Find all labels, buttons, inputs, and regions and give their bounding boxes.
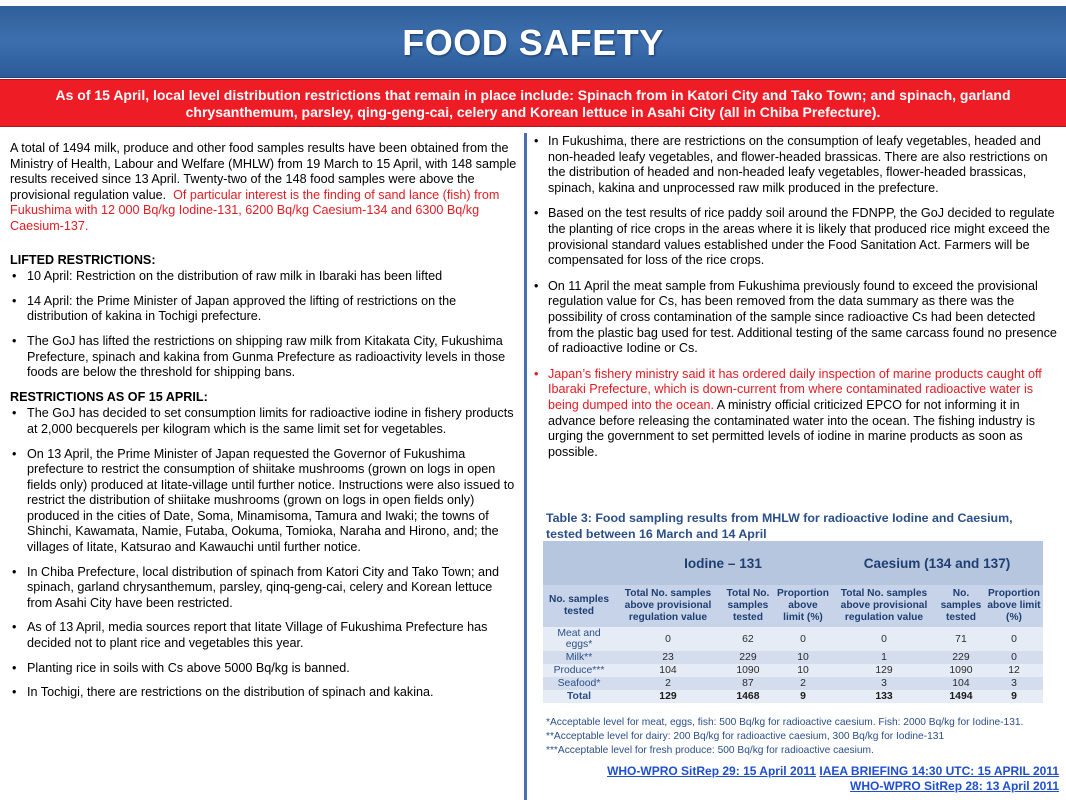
- table-cell: 133: [831, 690, 937, 703]
- table-note: *Acceptable level for meat, eggs, fish: 500 Bq/kg for radioactive caesium. Fish: 2000 Bq/kg for Iodine-131.: [546, 717, 1024, 728]
- page-title: FOOD SAFETY: [402, 22, 664, 63]
- table-cell: 2: [615, 677, 721, 690]
- iaea-briefing-link[interactable]: IAEA BRIEFING 14:30 UTC: 15 APRIL 2011: [819, 764, 1059, 778]
- alert-text: As of 15 April, local level distribution restrictions that remain in place include: Spinach from in Katori City and Tako Town; and spinach, garland chrysanthemum, parsley, qing-geng-cai, celery and Korean lettuce in Asahi City (all in Chiba Prefecture).: [55, 87, 1011, 120]
- alert-banner: [0, 79, 1066, 127]
- fishery-text: A ministry official criticized EPCO for not informing it in advance before releasing the contaminated water into the ocean. The fishing industry is urging the government to set permitted levels of iodine in marine products as soon as possible.: [548, 397, 1036, 459]
- restriction-item: • Planting rice in soils with Cs above 5000 Bq/kg is banned.: [10, 661, 520, 677]
- sitrep-29-link[interactable]: WHO-WPRO SitRep 29: 15 April 2011: [607, 764, 817, 778]
- table-notes: [546, 716, 1046, 758]
- column-divider: [524, 133, 527, 800]
- title-bar: [0, 0, 1066, 78]
- table-cell: 0: [985, 627, 1043, 651]
- restriction-item: • Based on the test results of rice paddy soil around the FDNPP, the GoJ decided to regulate the planting of rice crops in the areas where it is likely that produced rice might exceed the provisional standard values established under the Food Sanitation Act. Farmers will be compensated for loss of the rice crops.: [532, 206, 1060, 268]
- table-cell: 129: [831, 664, 937, 677]
- table-cell: 3: [831, 677, 937, 690]
- table-cell: 1: [831, 651, 937, 664]
- restriction-item: • On 13 April, the Prime Minister of Japan requested the Governor of Fukushima prefecture to restrict the consumption of shiitake mushrooms (grown on logs in open fields only) produced at Iitate-village until further notice. Instructions were also issued to restrict the distribution of shiitake mushrooms (grown on logs in open fields only) produced in the cities of Date, Soma, Minamisoma, Tamura and Iwaki; the towns of Shinchi, Kawamata, Namie, Futaba, Ookuma, Tomioka, Naraha and Hirono, and; the villages of Iitate, Katsurao and Kawauchi until further notice.: [10, 447, 520, 556]
- table-cell: 23: [615, 651, 721, 664]
- table-cell: 62: [721, 627, 775, 651]
- intro-text: A total of 1494 milk, produce and other food samples results have been obtained from the Ministry of Health, Labour and Welfare (MHLW) from 19 March to 15 April, with 148 sample results received since 13 April. Twenty-two of the 148 food samples were above the provisional regulation value.: [10, 141, 517, 202]
- table-cell: 2: [775, 677, 831, 690]
- table-title-line: tested between 16 March and 14 April: [546, 527, 767, 541]
- table-cell: 104: [615, 664, 721, 677]
- fishery-item: [532, 367, 1060, 461]
- table-group-row: [543, 541, 1043, 585]
- table-corner: [543, 541, 615, 585]
- lifted-heading: LIFTED RESTRICTIONS:: [10, 252, 156, 267]
- column-header: No. samples tested: [543, 585, 615, 627]
- table-cell: 229: [721, 651, 775, 664]
- column-header: Total No. samples above provisional regulation value: [831, 585, 937, 627]
- lifted-item: • The GoJ has lifted the restrictions on shipping raw milk from Kitakata City, Fukushima Prefecture, spinach and kakina from Gunma Prefecture as radioactivity levels in those foods are below the threshold for shipping bans.: [10, 334, 520, 381]
- restriction-item: • As of 13 April, media sources report that Iitate Village of Fukushima Prefecture has decided not to plant rice and vegetables this year.: [10, 620, 520, 651]
- restriction-item: • In Chiba Prefecture, local distribution of spinach from Katori City and Tako Town; and spinach, garland chrysanthemum, parsley, qinq-geng-cai, celery and Korean lettuce from Asahi City have been restricted.: [10, 565, 520, 612]
- left-column: [10, 141, 520, 710]
- row-category: Seafood*: [543, 677, 615, 690]
- table-title-line: Table 3: Food sampling results from MHLW for radioactive Iodine and Caesium,: [546, 511, 1013, 525]
- row-category: Meat and eggs*: [543, 627, 615, 651]
- table-total-row: [543, 690, 1043, 703]
- table-row: [543, 651, 1043, 664]
- row-category: Milk**: [543, 651, 615, 664]
- table-cell: 10: [775, 651, 831, 664]
- table-cell: 129: [615, 690, 721, 703]
- table-header-row: [543, 585, 1043, 627]
- table-cell: 0: [775, 627, 831, 651]
- iodine-group-header: Iodine – 131: [615, 541, 831, 585]
- row-category: Total: [543, 690, 615, 703]
- table-cell: 3: [985, 677, 1043, 690]
- table-cell: 10: [775, 664, 831, 677]
- table-note: ***Acceptable level for fresh produce: 500 Bq/kg for radioactive caesium.: [546, 745, 874, 756]
- table-cell: 12: [985, 664, 1043, 677]
- table-cell: 0: [831, 627, 937, 651]
- column-header: Proportion above limit (%): [775, 585, 831, 627]
- table-cell: 87: [721, 677, 775, 690]
- table-cell: 0: [615, 627, 721, 651]
- table-cell: 71: [937, 627, 985, 651]
- column-header: Proportion above limit (%): [985, 585, 1043, 627]
- restriction-item: • In Fukushima, there are restrictions on the consumption of leafy vegetables, headed and non-headed leafy vegetables, and flower-headed brassicas. There are also restrictions on the distribution of headed and non-headed leafy vegetables, flower-headed brassicas, spinach, kakina and unprocessed raw milk produced in the prefecture.: [532, 134, 1060, 196]
- table-row: [543, 627, 1043, 651]
- table-cell: 9: [985, 690, 1043, 703]
- table-cell: 9: [775, 690, 831, 703]
- table-cell: 1090: [721, 664, 775, 677]
- fishery-highlight: Japan’s fishery ministry said it has ordered daily inspection of marine products caught off Ibaraki Prefecture, which is down-current from where contaminated radioactive water is being dumped into the ocean.: [548, 366, 1042, 412]
- lifted-item: • 14 April: the Prime Minister of Japan approved the lifting of restrictions on the distribution of kakina in Tochigi prefecture.: [10, 294, 520, 325]
- table-cell: 1494: [937, 690, 985, 703]
- table-cell: 104: [937, 677, 985, 690]
- restriction-item: • On 11 April the meat sample from Fukushima previously found to exceed the provisional regulation value for Cs, has been removed from the data summary as there was the possibility of cross contamination of the sample since radioactive Cs had been detected from the plastic bag used for test. Additional testing of the same carcass found no presence of radioactive Iodine or Cs.: [532, 279, 1060, 357]
- column-header: No. samples tested: [937, 585, 985, 627]
- restrictions-heading: RESTRICTIONS AS OF 15 APRIL:: [10, 389, 208, 404]
- table-cell: 1468: [721, 690, 775, 703]
- table-row: [543, 664, 1043, 677]
- column-header: Total No. samples tested: [721, 585, 775, 627]
- restriction-item: • In Tochigi, there are restrictions on the distribution of spinach and kakina.: [10, 685, 520, 701]
- table-cell: 1090: [937, 664, 985, 677]
- caesium-group-header: Caesium (134 and 137): [831, 541, 1043, 585]
- intro-highlight: Of particular interest is the finding of sand lance (fish) from Fukushima with 12 000 Bq/kg Iodine-131, 6200 Bq/kg Caesium-134 and 6300 Bq/kg Caesium-137.: [10, 187, 500, 233]
- restriction-item: • The GoJ has decided to set consumption limits for radioactive iodine in fishery products at 2,000 becquerels per kilogram which is the same limit set for vegetables.: [10, 406, 520, 437]
- sitrep-28-link[interactable]: WHO-WPRO SitRep 28: 13 April 2011: [850, 779, 1059, 793]
- intro-paragraph: [10, 141, 520, 235]
- column-header: Total No. samples above provisional regulation value: [615, 585, 721, 627]
- row-category: Produce***: [543, 664, 615, 677]
- right-column: [532, 134, 1060, 470]
- table-row: [543, 677, 1043, 690]
- table-title: [546, 510, 1016, 542]
- lifted-item: • 10 April: Restriction on the distribution of raw milk in Ibaraki has been lifted: [10, 269, 520, 285]
- table-cell: 229: [937, 651, 985, 664]
- table-cell: 0: [985, 651, 1043, 664]
- source-links: [607, 764, 1059, 794]
- food-sampling-table: [543, 541, 1043, 703]
- table-note: **Acceptable level for dairy: 200 Bq/kg for radioactive caesium, 300 Bq/kg for Iodine-131: [546, 731, 945, 742]
